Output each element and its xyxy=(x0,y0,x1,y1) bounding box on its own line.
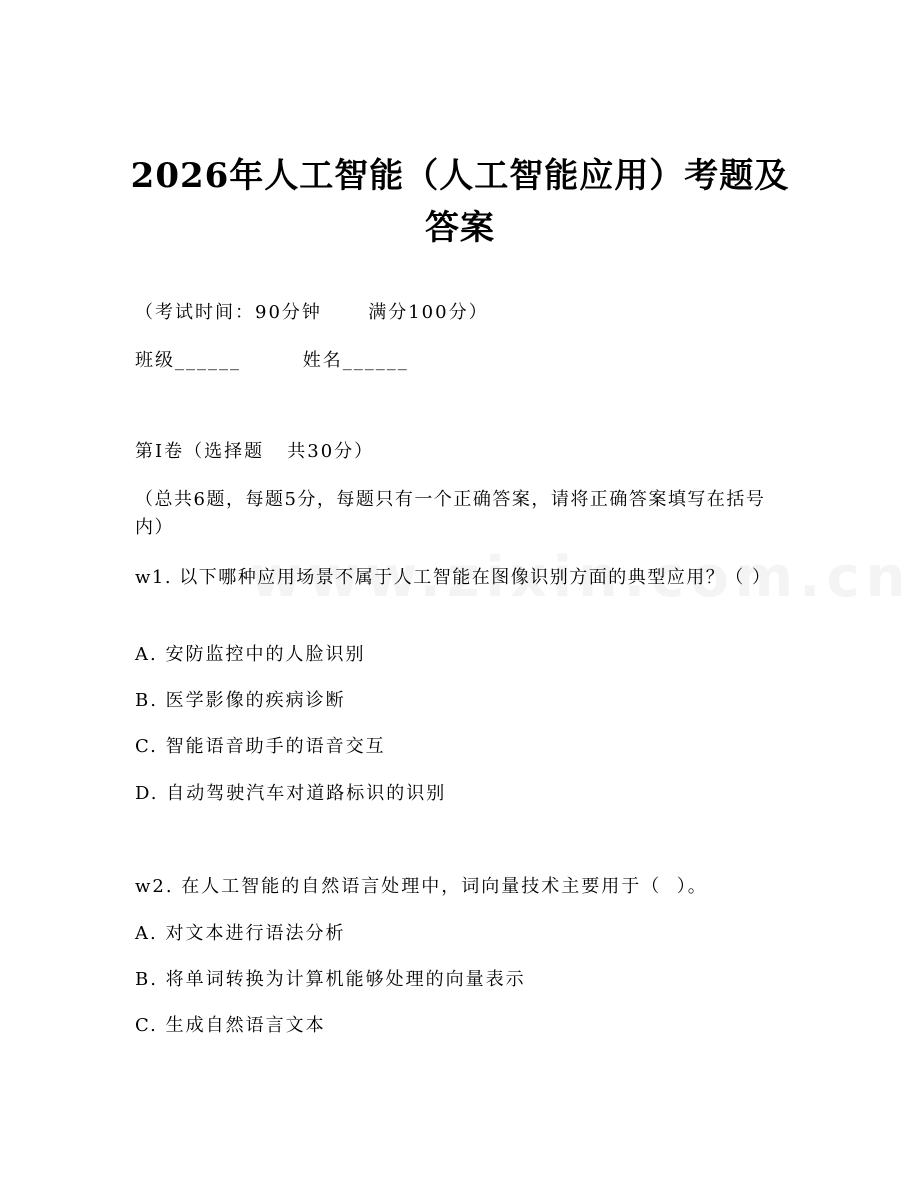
question-1-stem: w1. 以下哪种应用场景不属于人工智能在图像识别方面的典型应用？（ ） xyxy=(135,567,772,588)
question-2-option-a: A. 对文本进行语法分析 xyxy=(135,923,346,944)
class-name-line: 班级______ 姓名______ xyxy=(135,350,409,371)
question-1-option-a: A. 安防监控中的人脸识别 xyxy=(135,644,366,665)
section-instructions: （总共6题，每题5分，每题只有一个正确答案，请将正确答案填写在括号内） xyxy=(135,489,766,538)
exam-info: （考试时间：90分钟 满分100分） xyxy=(135,302,489,323)
question-1-option-c: C. 智能语音助手的语音交互 xyxy=(135,736,386,757)
question-2-option-b: B. 将单词转换为计算机能够处理的向量表示 xyxy=(135,969,526,990)
document-title: 2026年人工智能（人工智能应用）考题及答案 xyxy=(130,156,790,248)
section-title: 第Ⅰ卷（选择题 共30分） xyxy=(135,441,375,462)
question-2-stem: w2. 在人工智能的自然语言处理中，词向量技术主要用于（ ）。 xyxy=(135,876,708,897)
question-1-option-d: D. 自动驾驶汽车对道路标识的识别 xyxy=(135,783,447,804)
question-1-option-b: B. 医学影像的疾病诊断 xyxy=(135,690,346,711)
question-2-option-c: C. 生成自然语言文本 xyxy=(135,1015,326,1036)
